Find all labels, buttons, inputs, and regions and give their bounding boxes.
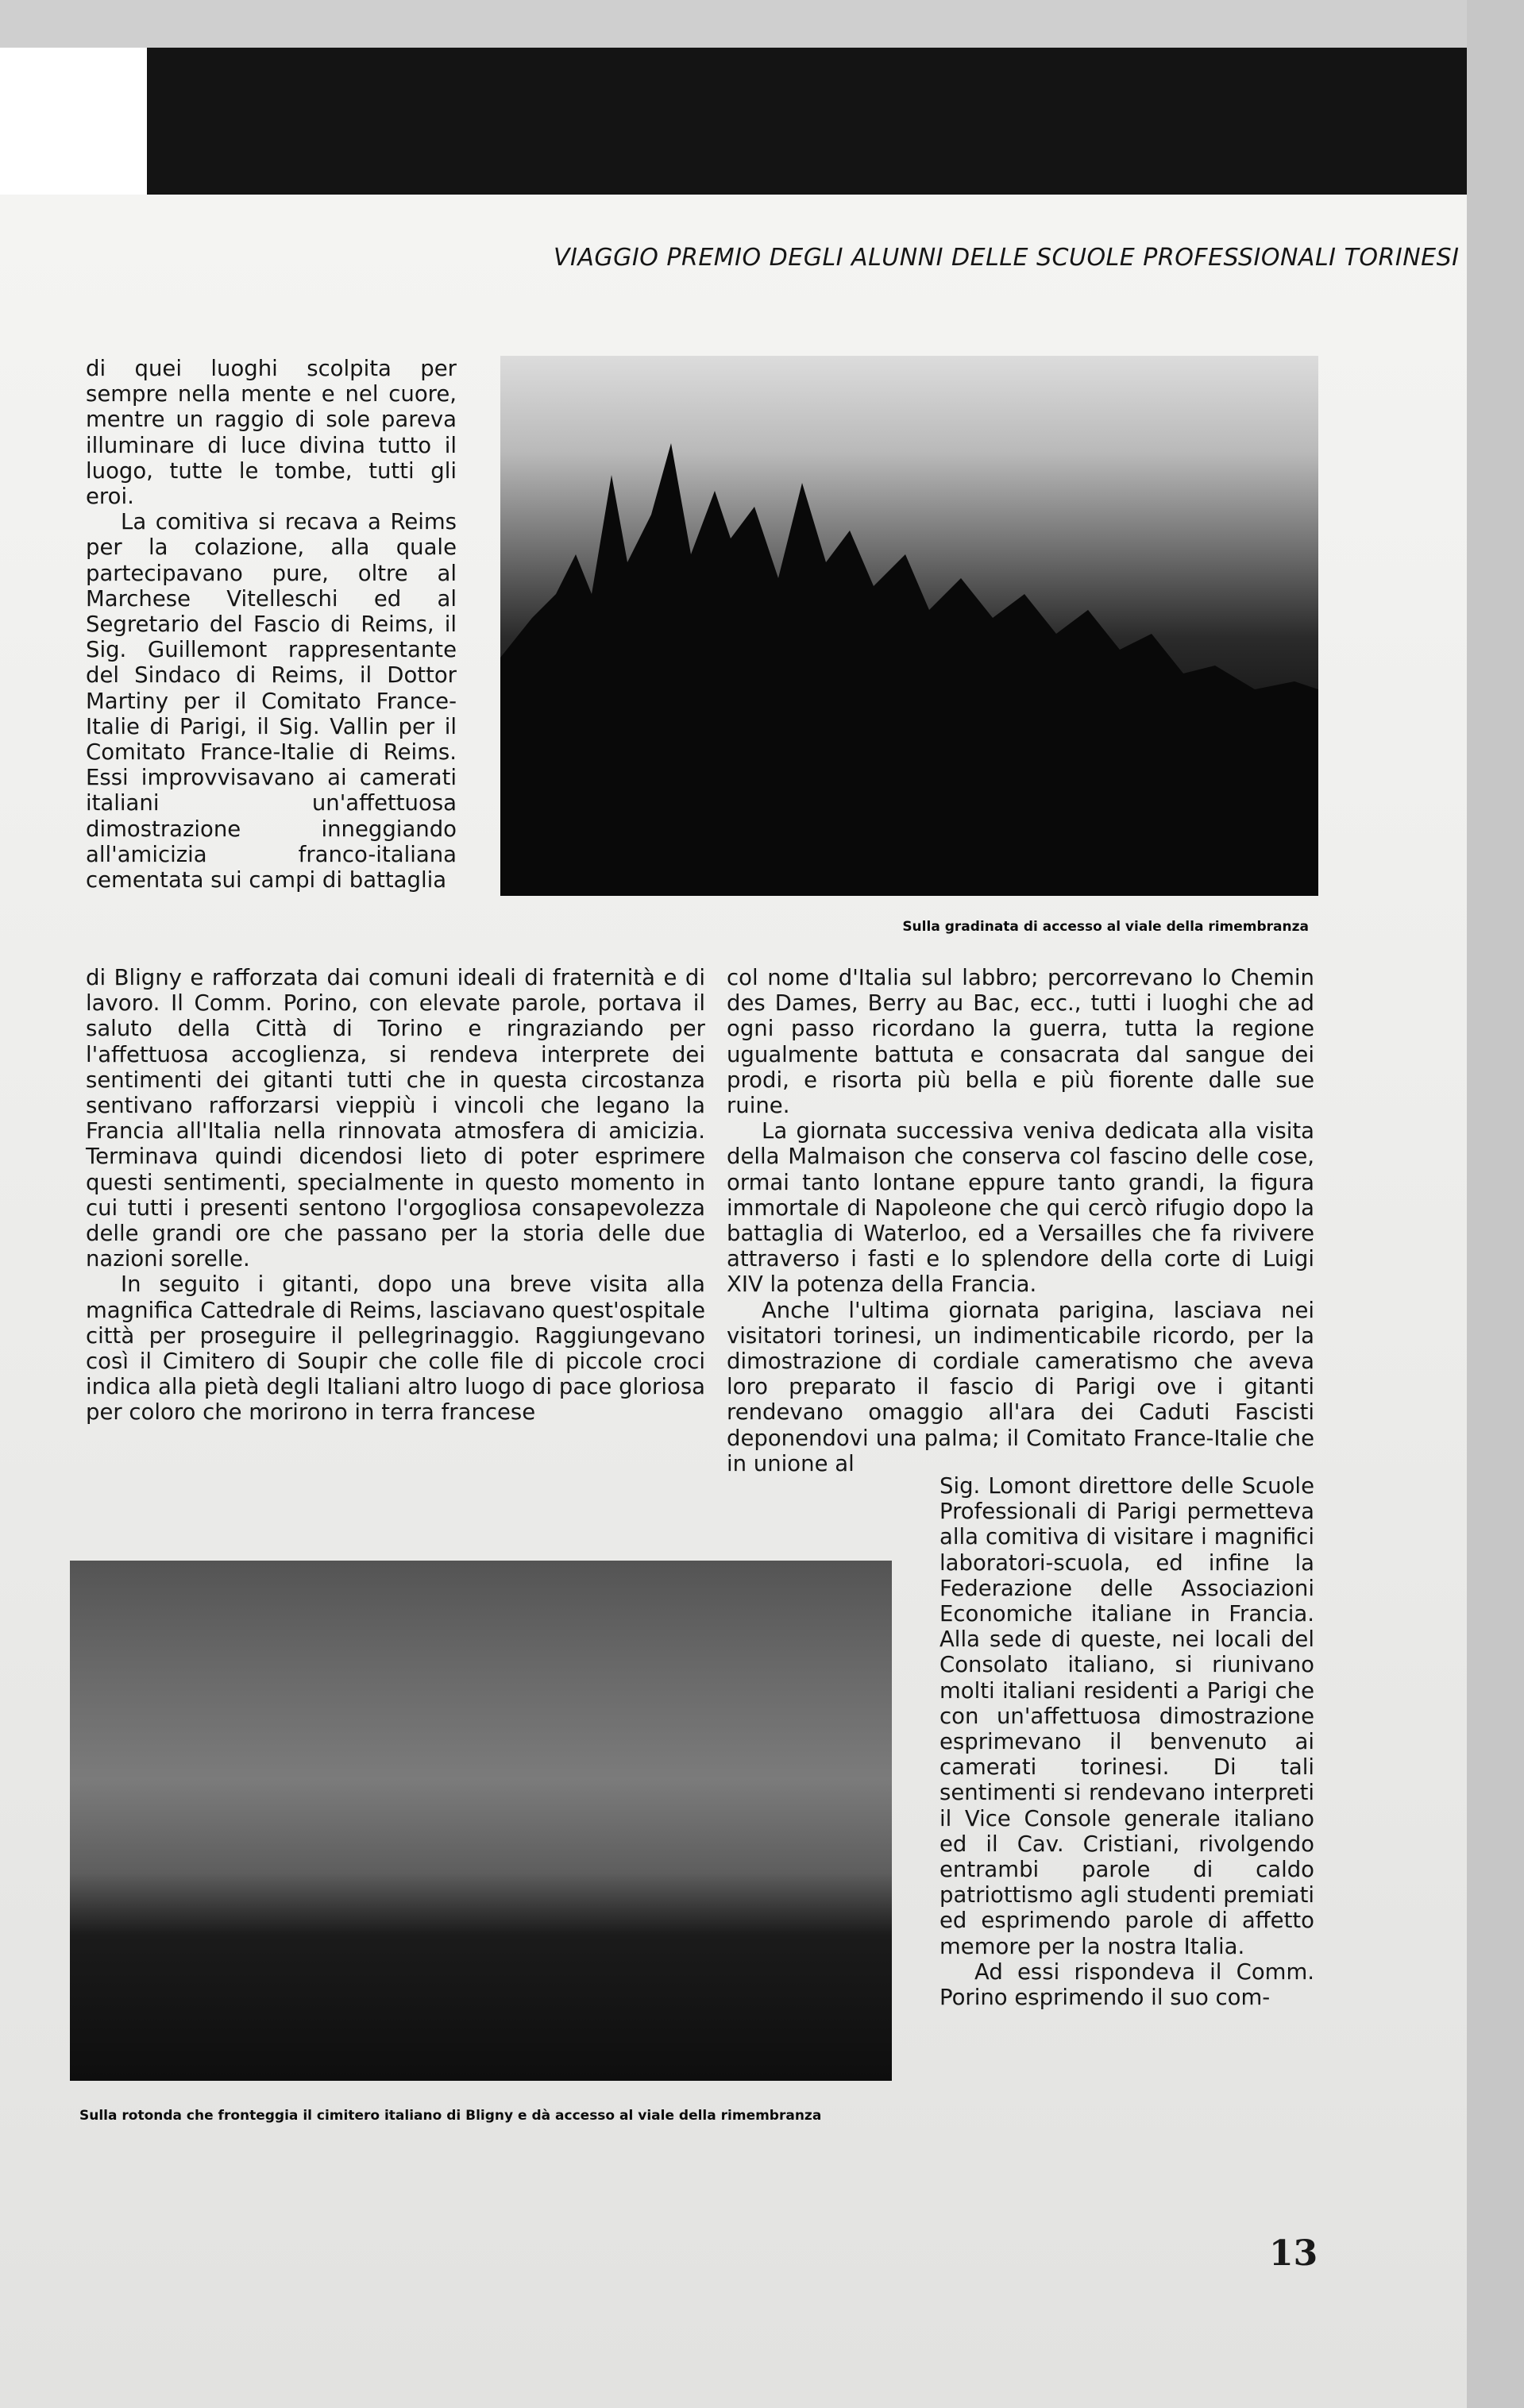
paragraph: di quei luoghi scolpita per sempre nella mente e nel cuore, mentre un raggio di sole pareva illuminare di luce divina tutto il luogo, tutte le tombe, tutti gli eroi. bbox=[86, 356, 457, 510]
paragraph: In seguito i gitanti, dopo una breve visita alla magnifica Cattedrale di Reims, lasciavano quest'ospitale città per proseguire il pellegrinaggio. Raggiungevano così il Cimitero di Soupir che colle file di piccole croci indica alla pietà degli Italiani altro luogo di pace gloriosa per coloro che morirono in terra francese bbox=[86, 1272, 705, 1426]
paragraph: La giornata successiva veniva dedicata alla visita della Malmaison che conserva col fascino delle cose, ormai tanto lontane eppure tanto grandi, la figura immortale di Napoleone che qui cercò rifugio dopo la battaglia di Waterloo, ed a Versailles che fa rivivere attraverso i fasti e lo splendore della corte di Luigi XIV la potenza della Francia. bbox=[727, 1118, 1314, 1298]
text-column-left-bottom bbox=[86, 965, 745, 1426]
page-number: 13 bbox=[1269, 2233, 1318, 2274]
paragraph: Sig. Lomont direttore delle Scuole Professionali di Parigi permetteva alla comitiva di visitare i magnifici laboratori-scuola, ed infine la Federazione delle Associazioni Economiche italiane in Francia. Alla sede di queste, nei locali del Consolato italiano, si riunivano molti italiani residenti a Parigi che con un'affettuosa dimostrazione esprimevano il benvenuto ai camerati torinesi. Di tali sentimenti si rendevano interpreti il Vice Console generale italiano ed il Cav. Cristiani, rivolgendo entrambi parole di caldo patriottismo agli studenti premiati ed esprimendo parole di affetto memore per la nostra Italia. bbox=[939, 1473, 1314, 1959]
text-column-left-top bbox=[86, 356, 457, 893]
paragraph: Anche l'ultima giornata parigina, lasciava nei visitatori torinesi, un indimenticabile ricordo, per la dimostrazione di cordiale cameratismo che aveva loro preparato il fascio di Parigi ove i gitanti rendevano omaggio all'ara dei Caduti Fascisti deponendovi una palma; il Comitato France-Italie che in unione al bbox=[727, 1297, 1314, 1476]
photo-gradinata bbox=[500, 356, 1318, 896]
photo-caption-bottom: Sulla rotonda che fronteggia il cimitero italiano di Bligny e dà accesso al viale della rimembranza bbox=[79, 2108, 822, 2124]
paragraph: di Bligny e rafforzata dai comuni ideali di fraternità e di lavoro. Il Comm. Porino, con elevate parole, portava il saluto della Città di Torino e ringraziando per l'affettuosa accoglienza, si rendeva interprete dei sentimenti dei gitanti tutti che in questa circostanza sentivano rafforzarsi vieppiù i vincoli che legano la Francia all'Italia nella rinnovata atmosfera di amicizia. Terminava quindi dicendosi lieto di poter esprimere questi sentimenti, specialmente in questo momento in cui tutti i presenti sentono l'orgogliosa consapevolezza delle grandi ore che passano per la storia delle due nazioni sorelle. bbox=[86, 965, 705, 1272]
paragraph: col nome d'Italia sul labbro; percorrevano lo Chemin des Dames, Berry au Bac, ecc., tutti i luoghi che ad ogni passo ricordano la guerra, tutta la regione ugualmente battuta e consacrata dal sangue dei prodi, e risorta più bella e più fiorente dalle sue ruine. bbox=[727, 965, 1314, 1119]
scan-dark-band bbox=[147, 48, 1467, 195]
photo-rotonda bbox=[70, 1561, 892, 2081]
text-column-right-bottom bbox=[939, 1473, 1314, 2010]
scan-border-right bbox=[1467, 0, 1524, 2408]
running-header: VIAGGIO PREMIO DEGLI ALUNNI DELLE SCUOLE PROFESSIONALI TORINESI bbox=[554, 244, 1460, 272]
photo-caption-top: Sulla gradinata di accesso al viale della rimembranza bbox=[902, 919, 1309, 935]
photo-tree-silhouettes bbox=[500, 356, 1318, 896]
paragraph: La comitiva si recava a Reims per la colazione, alla quale partecipavano pure, oltre al Marchese Vitelleschi ed al Segretario del Fascio di Reims, il Sig. Guillemont rappresentante del Sindaco di Reims, il Dottor Martiny per il Comitato France-Italie di Parigi, il Sig. Vallin per il Comitato France-Italie di Reims. Essi improvvisavano ai camerati italiani un'affettuosa dimostrazione inneggiando all'amicizia franco-italiana cementata sui campi di battaglia bbox=[86, 509, 457, 893]
scan-border-top bbox=[0, 0, 1524, 48]
paragraph: Ad essi rispondeva il Comm. Porino esprimendo il suo com- bbox=[939, 1958, 1314, 2011]
text-column-right-top bbox=[727, 965, 1314, 1476]
